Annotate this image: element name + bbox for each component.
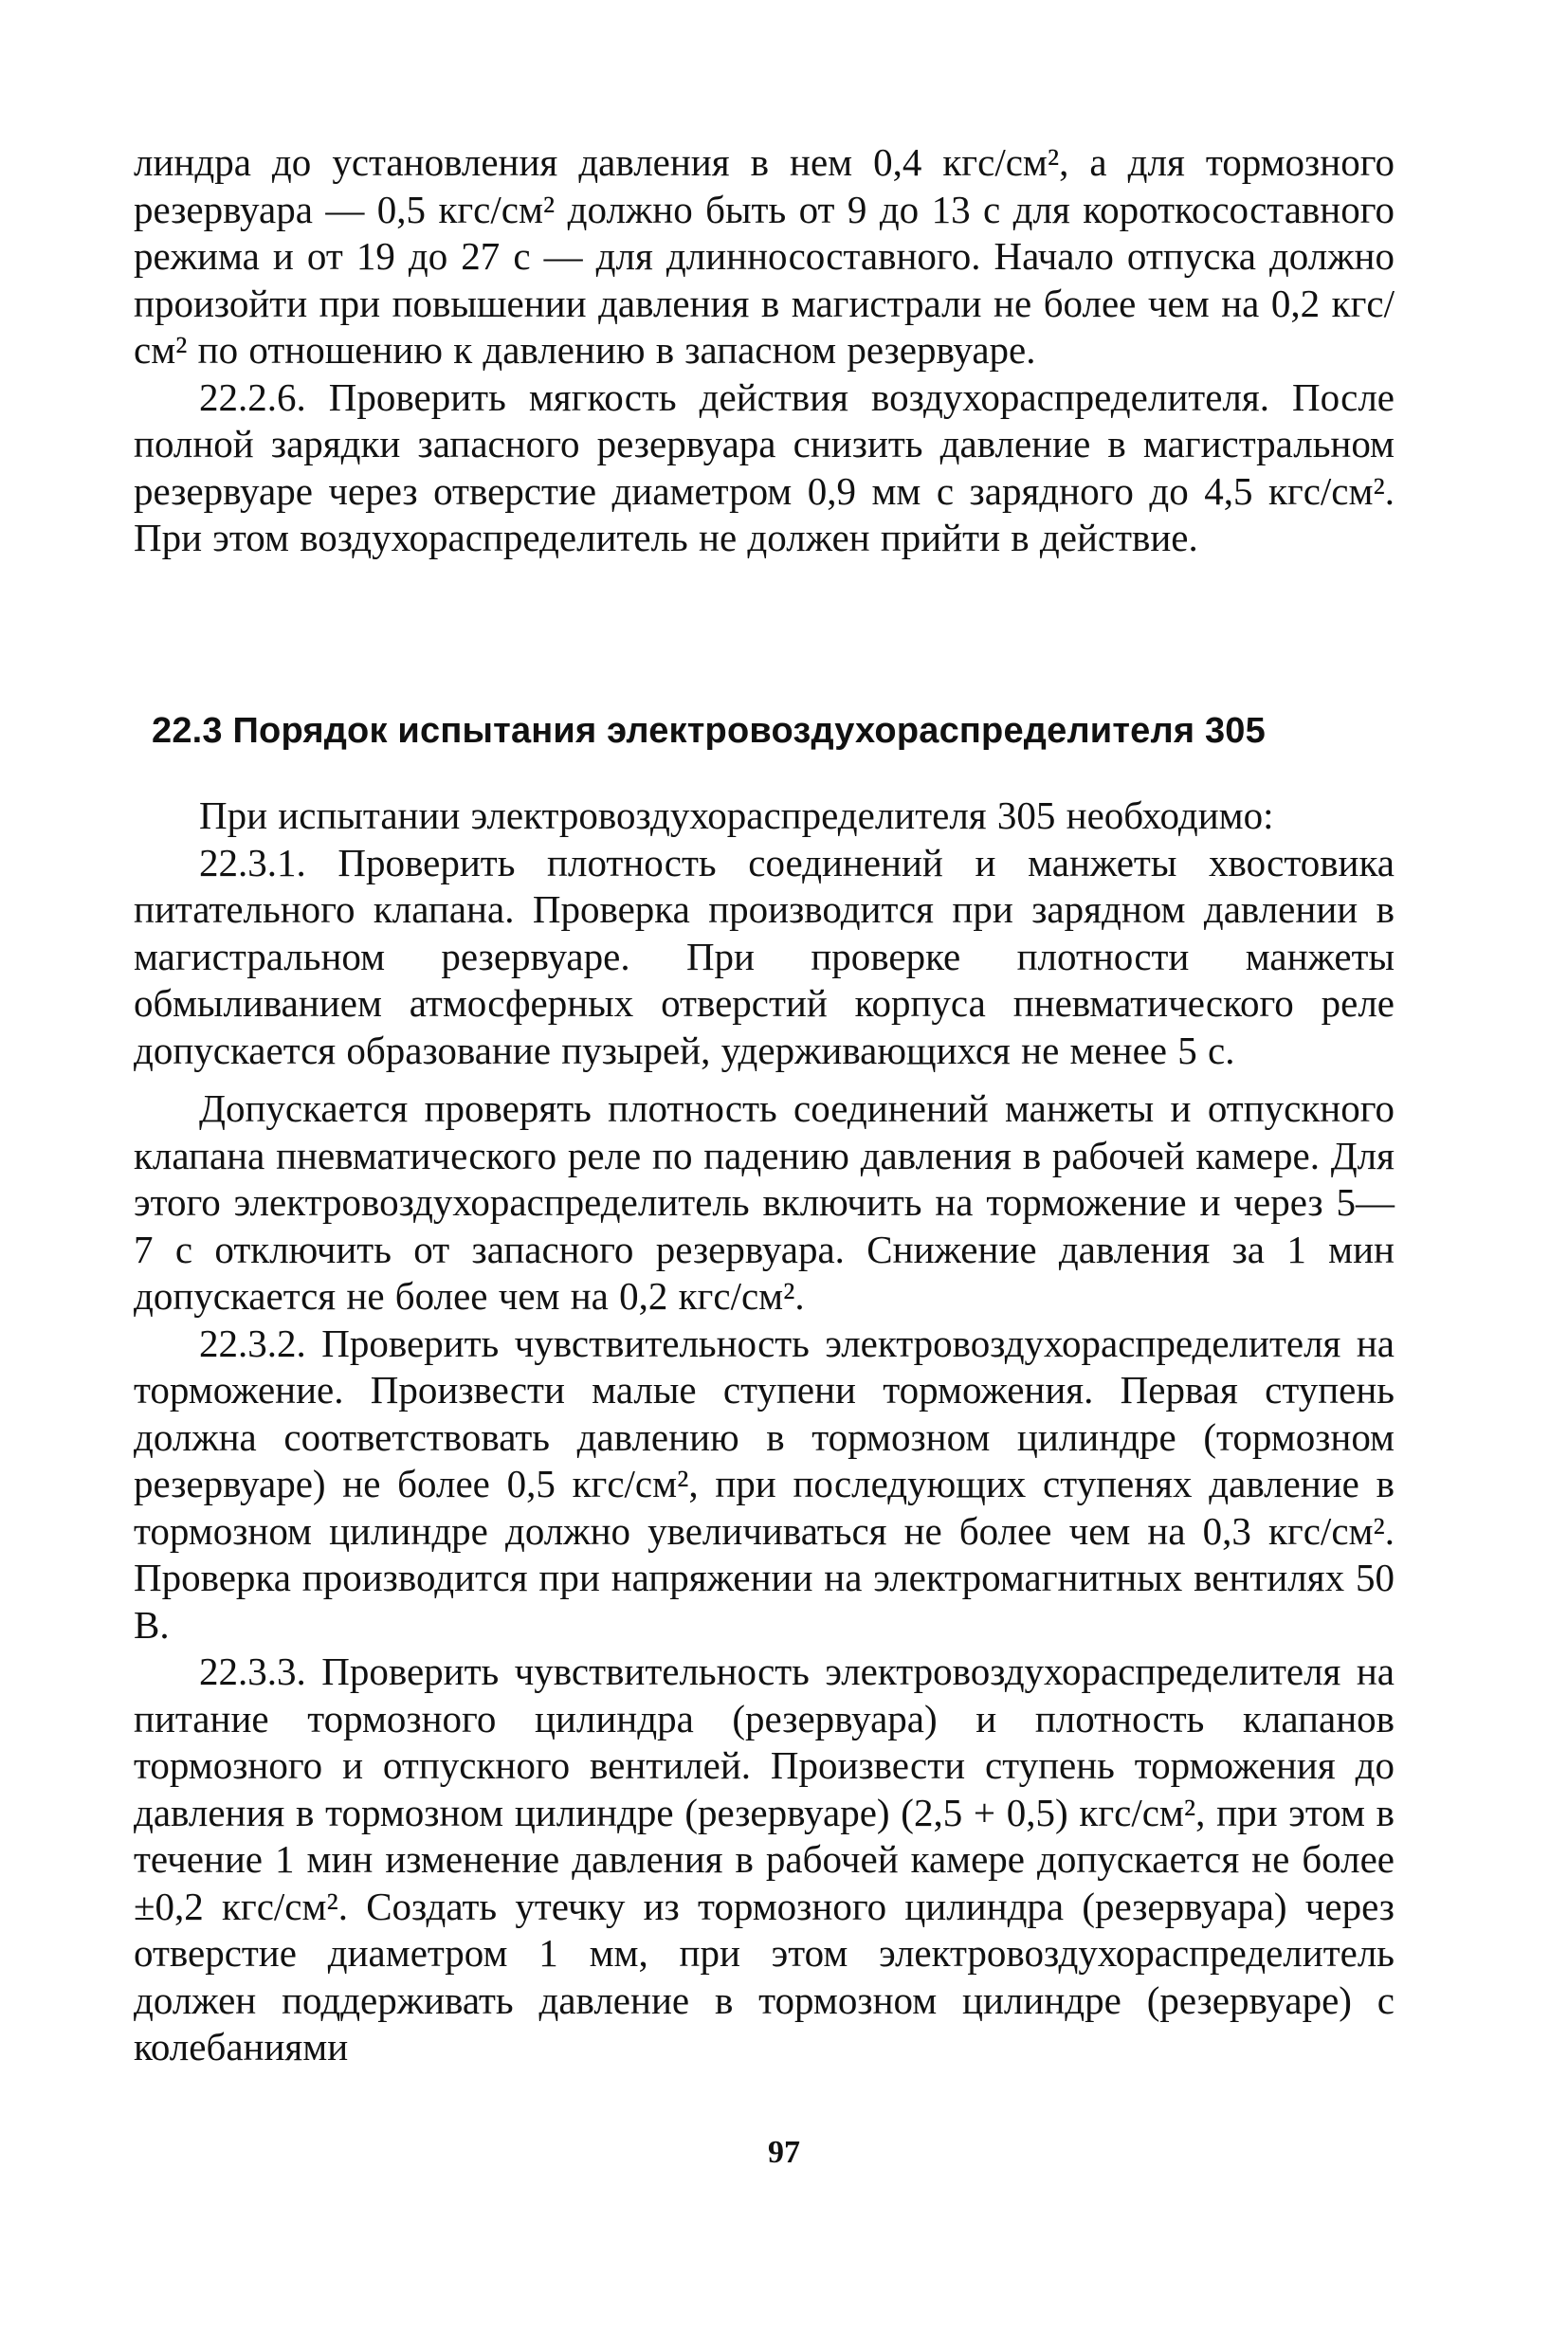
- paragraph-22-3-2: 22.3.2. Проверить чувствительность электровоздухораспределителя на торможение. Произвести малые ступени торможения. Первая ступень должна соответствовать давлению в тормозном цилиндре (тормозном резервуаре) не более 0,5 кгс/см², при последующих ступенях давление в тормозном цилиндре должно увеличиваться не более чем на 0,3 кгс/см². Проверка производится при напряжении на электромагнитных вентилях 50 В.: [134, 1321, 1395, 1647]
- text-column-top: [134, 139, 1395, 562]
- text-column-bottom: [134, 793, 1395, 2071]
- paragraph-22-3-3: 22.3.3. Проверить чувствительность электровоздухораспределителя на питание тормозного цилиндра (резервуара) и плотность клапанов тормозного и отпускного вентилей. Произвести ступень торможения до давления в тормозном цилиндре (резервуаре) (2,5 + 0,5) кгс/см², при этом в течение 1 мин изменение давления в рабочей камере допускается не более ±0,2 кгс/см². Создать утечку из тормозного цилиндра (резервуара) через отверстие диаметром 1 мм, при этом электровоздухораспределитель должен поддерживать давление в тормозном цилиндре (резервуаре) с колебаниями: [134, 1649, 1395, 2069]
- continuation-paragraph: линдра до установления давления в нем 0,4 кгс/см², а для тормозного резервуара — 0,5 кгс/см² должно быть от 9 до 13 с для короткосоставного режима и от 19 до 27 с — для длинносоставного. Начало отпуска должно произойти при повышении давления в магистрали не более чем на 0,2 кгс/см² по отношению к давлению в запасном резервуаре.: [134, 140, 1395, 372]
- paragraph-22-3-1-note: Допускается проверять плотность соединений манжеты и отпускного клапана пневматического реле по падению давления в рабочей камере. Для этого электровоздухораспределитель включить на торможение и через 5—7 с отключить от запасного резервуара. Снижение давления за 1 мин допускается не более чем на 0,2 кгс/см².: [134, 1086, 1395, 1318]
- paragraph-22-2-6: 22.2.6. Проверить мягкость действия воздухораспределителя. После полной зарядки запасного резервуара снизить давление в магистральном резервуаре через отверстие диаметром 0,9 мм с зарядного до 4,5 кгс/см². При этом воздухораспределитель не должен прийти в действие.: [134, 374, 1395, 559]
- page-number: 97: [768, 2135, 800, 2170]
- section-heading-22-3: 22.3 Порядок испытания электровоздухораспределителя 305: [152, 711, 1266, 751]
- intro-line: При испытании электровоздухораспределителя 305 необходимо:: [199, 793, 1274, 837]
- paragraph-22-3-1: 22.3.1. Проверить плотность соединений и манжеты хвостовика питательного клапана. Проверка производится при зарядном давлении в магистральном резервуаре. При проверке плотности манжеты обмыливанием атмосферных отверстий корпуса пневматического реле допускается образование пузырей, удерживающихся не менее 5 с.: [134, 840, 1395, 1072]
